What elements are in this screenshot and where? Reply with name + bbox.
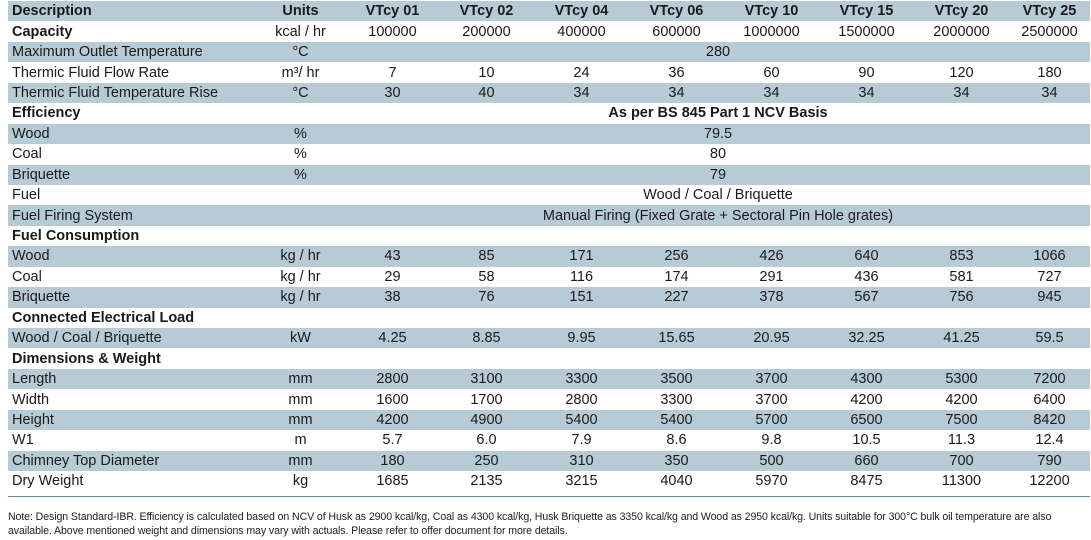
cell-value: 291 — [724, 267, 819, 287]
row-unit: % — [255, 165, 346, 185]
cell-value: 15.65 — [629, 328, 724, 348]
cell-value: 7.9 — [534, 430, 629, 450]
cell-value: 34 — [534, 83, 629, 103]
row-label: Dimensions & Weight — [8, 348, 255, 368]
row-label: Capacity — [8, 21, 255, 41]
cell-value: 76 — [439, 287, 534, 307]
table-row — [8, 471, 1090, 491]
cell-value: 6400 — [1009, 389, 1090, 409]
row-label: Fuel Consumption — [8, 226, 255, 246]
cell-value: 1066 — [1009, 246, 1090, 266]
cell-value: 3215 — [534, 471, 629, 491]
cell-value: 171 — [534, 246, 629, 266]
cell-value: 3500 — [629, 369, 724, 389]
cell-value: 853 — [914, 246, 1009, 266]
cell-value: 790 — [1009, 451, 1090, 471]
table-row — [8, 83, 1090, 103]
cell-value: 436 — [819, 267, 914, 287]
cell-value: 6500 — [819, 410, 914, 430]
table-row — [8, 369, 1090, 389]
cell-value: 5400 — [534, 410, 629, 430]
cell-value: 4200 — [346, 410, 439, 430]
cell-value: 4200 — [914, 389, 1009, 409]
header-description: Description — [8, 1, 255, 21]
cell-value: 6.0 — [439, 430, 534, 450]
cell-value: 32.25 — [819, 328, 914, 348]
row-label: Wood — [8, 246, 255, 266]
row-unit — [255, 348, 346, 368]
row-label: Efficiency — [8, 103, 255, 123]
cell-value: 1000000 — [724, 21, 819, 41]
cell-value: 36 — [629, 62, 724, 82]
cell-value: 567 — [819, 287, 914, 307]
spanning-value: 280 — [346, 42, 1090, 62]
header-units: Units — [255, 1, 346, 21]
row-unit: kg / hr — [255, 267, 346, 287]
cell-value: 174 — [629, 267, 724, 287]
cell-value: 8.85 — [439, 328, 534, 348]
table-row — [8, 144, 1090, 164]
cell-value: 200000 — [439, 21, 534, 41]
row-label: Connected Electrical Load — [8, 308, 255, 328]
cell-value: 9.8 — [724, 430, 819, 450]
cell-value: 2000000 — [914, 21, 1009, 41]
table-row — [8, 185, 1090, 205]
table-row — [8, 103, 1090, 123]
cell-value: 2135 — [439, 471, 534, 491]
cell-value: 426 — [724, 246, 819, 266]
cell-value: 12200 — [1009, 471, 1090, 491]
row-unit — [255, 308, 346, 328]
cell-value: 151 — [534, 287, 629, 307]
cell-value: 34 — [819, 83, 914, 103]
table-row — [8, 308, 1090, 328]
cell-value: 4300 — [819, 369, 914, 389]
table-row — [8, 430, 1090, 450]
row-unit: % — [255, 124, 346, 144]
cell-value: 2800 — [534, 389, 629, 409]
empty-cell — [346, 348, 1090, 368]
cell-value: 29 — [346, 267, 439, 287]
row-unit — [255, 103, 346, 123]
cell-value: 3100 — [439, 369, 534, 389]
spanning-value: 79.5 — [346, 124, 1090, 144]
row-unit: kW — [255, 328, 346, 348]
table-row — [8, 328, 1090, 348]
cell-value: 4.25 — [346, 328, 439, 348]
cell-value: 256 — [629, 246, 724, 266]
table-row — [8, 62, 1090, 82]
cell-value: 60 — [724, 62, 819, 82]
cell-value: 3700 — [724, 369, 819, 389]
table-row — [8, 124, 1090, 144]
cell-value: 24 — [534, 62, 629, 82]
cell-value: 4040 — [629, 471, 724, 491]
row-unit: kg / hr — [255, 246, 346, 266]
cell-value: 85 — [439, 246, 534, 266]
row-label: Wood / Coal / Briquette — [8, 328, 255, 348]
cell-value: 41.25 — [914, 328, 1009, 348]
row-label: Thermic Fluid Flow Rate — [8, 62, 255, 82]
cell-value: 180 — [1009, 62, 1090, 82]
row-unit: m — [255, 430, 346, 450]
cell-value: 20.95 — [724, 328, 819, 348]
header-row — [8, 1, 1090, 21]
header-model: VTcy 20 — [914, 1, 1009, 21]
row-unit: mm — [255, 451, 346, 471]
spanning-value: 79 — [346, 165, 1090, 185]
row-label: Fuel — [8, 185, 255, 205]
spanning-value: Wood / Coal / Briquette — [346, 185, 1090, 205]
row-label: Wood — [8, 124, 255, 144]
cell-value: 5.7 — [346, 430, 439, 450]
cell-value: 1685 — [346, 471, 439, 491]
table-row — [8, 226, 1090, 246]
spanning-value: As per BS 845 Part 1 NCV Basis — [346, 103, 1090, 123]
row-unit — [255, 205, 346, 225]
row-unit: % — [255, 144, 346, 164]
cell-value: 9.95 — [534, 328, 629, 348]
table-row — [8, 410, 1090, 430]
table-body — [8, 21, 1090, 491]
cell-value: 7500 — [914, 410, 1009, 430]
cell-value: 5700 — [724, 410, 819, 430]
row-label: Chimney Top Diameter — [8, 451, 255, 471]
empty-cell — [346, 226, 1090, 246]
cell-value: 34 — [914, 83, 1009, 103]
row-label: Coal — [8, 267, 255, 287]
cell-value: 3700 — [724, 389, 819, 409]
cell-value: 10.5 — [819, 430, 914, 450]
table-row — [8, 42, 1090, 62]
cell-value: 500 — [724, 451, 819, 471]
cell-value: 7 — [346, 62, 439, 82]
cell-value: 310 — [534, 451, 629, 471]
row-label: Thermic Fluid Temperature Rise — [8, 83, 255, 103]
row-label: Coal — [8, 144, 255, 164]
header-model: VTcy 01 — [346, 1, 439, 21]
table-row — [8, 21, 1090, 41]
cell-value: 400000 — [534, 21, 629, 41]
cell-value: 250 — [439, 451, 534, 471]
row-unit: mm — [255, 389, 346, 409]
row-unit: °C — [255, 83, 346, 103]
cell-value: 58 — [439, 267, 534, 287]
cell-value: 34 — [724, 83, 819, 103]
row-label: Briquette — [8, 165, 255, 185]
table-row — [8, 451, 1090, 471]
table-row — [8, 246, 1090, 266]
cell-value: 227 — [629, 287, 724, 307]
row-label: Height — [8, 410, 255, 430]
cell-value: 2800 — [346, 369, 439, 389]
cell-value: 756 — [914, 287, 1009, 307]
cell-value: 116 — [534, 267, 629, 287]
table-row — [8, 267, 1090, 287]
header-model: VTcy 15 — [819, 1, 914, 21]
table-row — [8, 287, 1090, 307]
spanning-value: Manual Firing (Fixed Grate + Sectoral Pin Hole grates) — [346, 205, 1090, 225]
cell-value: 640 — [819, 246, 914, 266]
cell-value: 945 — [1009, 287, 1090, 307]
table-row — [8, 348, 1090, 368]
row-label: Fuel Firing System — [8, 205, 255, 225]
cell-value: 90 — [819, 62, 914, 82]
cell-value: 5400 — [629, 410, 724, 430]
cell-value: 30 — [346, 83, 439, 103]
row-label: Maximum Outlet Temperature — [8, 42, 255, 62]
cell-value: 3300 — [534, 369, 629, 389]
header-model: VTcy 25 — [1009, 1, 1090, 21]
cell-value: 38 — [346, 287, 439, 307]
row-unit — [255, 226, 346, 246]
cell-value: 2500000 — [1009, 21, 1090, 41]
header-model: VTcy 04 — [534, 1, 629, 21]
row-unit: °C — [255, 42, 346, 62]
cell-value: 12.4 — [1009, 430, 1090, 450]
cell-value: 3300 — [629, 389, 724, 409]
cell-value: 5970 — [724, 471, 819, 491]
specification-table — [8, 1, 1090, 492]
cell-value: 581 — [914, 267, 1009, 287]
cell-value: 378 — [724, 287, 819, 307]
row-label: Dry Weight — [8, 471, 255, 491]
cell-value: 100000 — [346, 21, 439, 41]
cell-value: 8475 — [819, 471, 914, 491]
empty-cell — [346, 308, 1090, 328]
footnote: Note: Design Standard-IBR. Efficiency is calculated based on NCV of Husk as 2900 kcal/kg, Coal as 4300 kcal/kg, Husk Briquette as 3350 kcal/kg and Wood as 2950 kcal/kg. Units suitable for 300°C bulk oil temperature are also available. Above mentioned weight and dimensions may vary with actuals. Please refer to offer document for more details. — [8, 511, 1052, 537]
cell-value: 350 — [629, 451, 724, 471]
row-unit: mm — [255, 410, 346, 430]
cell-value: 1500000 — [819, 21, 914, 41]
header-model: VTcy 06 — [629, 1, 724, 21]
cell-value: 43 — [346, 246, 439, 266]
cell-value: 120 — [914, 62, 1009, 82]
spanning-value: 80 — [346, 144, 1090, 164]
cell-value: 11.3 — [914, 430, 1009, 450]
cell-value: 180 — [346, 451, 439, 471]
cell-value: 600000 — [629, 21, 724, 41]
cell-value: 8.6 — [629, 430, 724, 450]
row-label: Briquette — [8, 287, 255, 307]
row-label: Width — [8, 389, 255, 409]
table-row — [8, 389, 1090, 409]
cell-value: 34 — [1009, 83, 1090, 103]
header-model: VTcy 10 — [724, 1, 819, 21]
row-unit: m³/ hr — [255, 62, 346, 82]
cell-value: 4200 — [819, 389, 914, 409]
cell-value: 11300 — [914, 471, 1009, 491]
cell-value: 7200 — [1009, 369, 1090, 389]
cell-value: 40 — [439, 83, 534, 103]
row-label: Length — [8, 369, 255, 389]
row-unit: kg / hr — [255, 287, 346, 307]
cell-value: 10 — [439, 62, 534, 82]
row-unit: kg — [255, 471, 346, 491]
cell-value: 700 — [914, 451, 1009, 471]
cell-value: 8420 — [1009, 410, 1090, 430]
row-unit — [255, 185, 346, 205]
row-unit: mm — [255, 369, 346, 389]
cell-value: 1600 — [346, 389, 439, 409]
table-row — [8, 165, 1090, 185]
table-bottom-rule — [8, 496, 1090, 497]
cell-value: 660 — [819, 451, 914, 471]
header-model: VTcy 02 — [439, 1, 534, 21]
cell-value: 59.5 — [1009, 328, 1090, 348]
row-unit: kcal / hr — [255, 21, 346, 41]
cell-value: 727 — [1009, 267, 1090, 287]
cell-value: 5300 — [914, 369, 1009, 389]
row-label: W1 — [8, 430, 255, 450]
table-row — [8, 205, 1090, 225]
cell-value: 1700 — [439, 389, 534, 409]
cell-value: 34 — [629, 83, 724, 103]
cell-value: 4900 — [439, 410, 534, 430]
